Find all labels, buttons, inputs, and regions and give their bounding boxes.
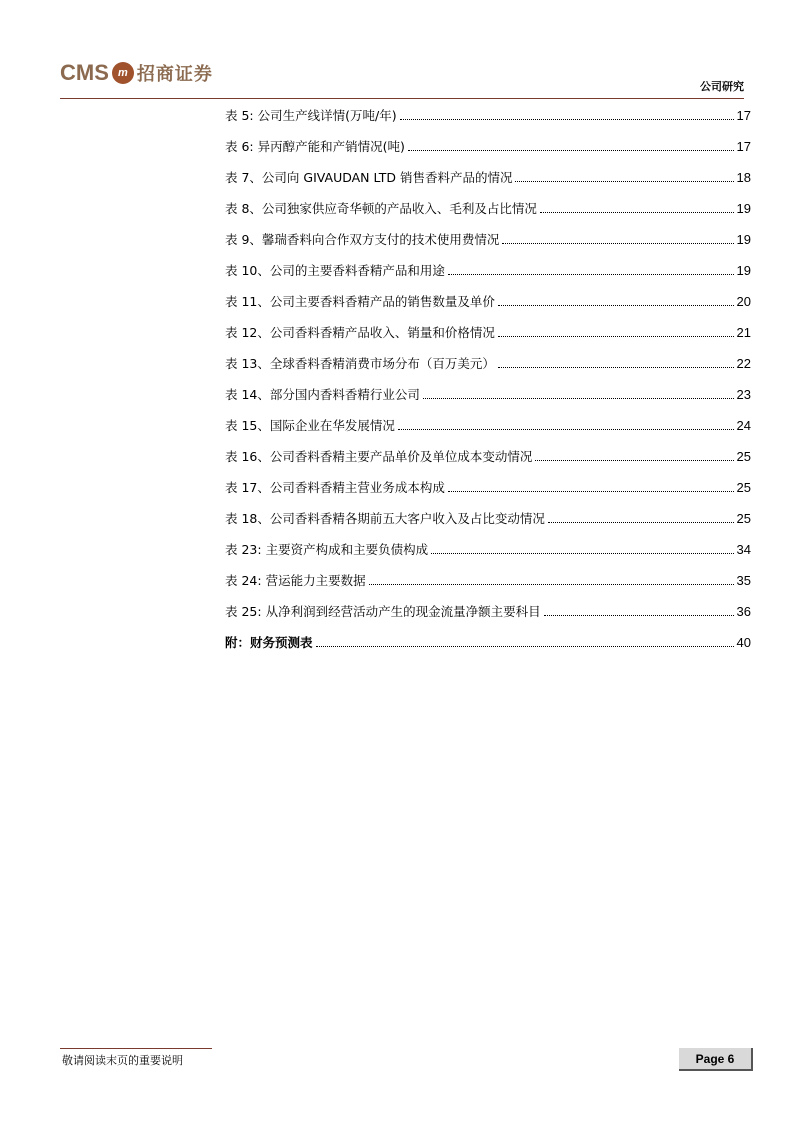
toc-entry-label: 附：财务预测表 xyxy=(225,635,313,650)
toc-entry-page: 35 xyxy=(736,573,751,588)
toc-leader-dots xyxy=(316,645,734,647)
toc-entry[interactable] xyxy=(225,603,751,634)
toc-entry-label: 表 9、馨瑞香料向合作双方支付的技术使用费情况 xyxy=(225,232,500,247)
toc-entry-page: 22 xyxy=(736,356,751,371)
toc-entry-label: 表 24: 营运能力主要数据 xyxy=(225,573,366,588)
toc-leader-dots xyxy=(498,335,734,337)
toc-leader-dots xyxy=(540,211,734,213)
toc-leader-dots xyxy=(369,583,734,585)
toc-entry-label: 表 10、公司的主要香料香精产品和用途 xyxy=(225,263,445,278)
toc-entry-label: 表 12、公司香料香精产品收入、销量和价格情况 xyxy=(225,325,495,340)
toc-entry[interactable] xyxy=(225,231,751,262)
toc-entry-page: 34 xyxy=(736,542,751,557)
toc-entry-label: 表 13、全球香料香精消费市场分布（百万美元） xyxy=(225,356,495,371)
toc-leader-dots xyxy=(423,397,734,399)
toc-entry-label: 表 14、部分国内香料香精行业公司 xyxy=(225,387,420,402)
header-divider xyxy=(60,98,744,99)
toc-leader-dots xyxy=(535,459,733,461)
toc-entry-label: 表 5: 公司生产线详情(万吨/年) xyxy=(225,108,397,123)
toc-entry-page: 17 xyxy=(736,139,751,154)
toc-leader-dots xyxy=(448,490,734,492)
toc-entry[interactable] xyxy=(225,355,751,386)
footer-divider xyxy=(60,1048,212,1049)
section-label: 公司研究 xyxy=(700,80,744,93)
table-of-contents xyxy=(225,107,751,665)
toc-leader-dots xyxy=(398,428,734,430)
toc-entry-page: 36 xyxy=(736,604,751,619)
toc-leader-dots xyxy=(548,521,734,523)
toc-entry[interactable] xyxy=(225,200,751,231)
toc-entry[interactable] xyxy=(225,262,751,293)
toc-entry[interactable] xyxy=(225,169,751,200)
toc-leader-dots xyxy=(498,304,734,306)
toc-entry-page: 23 xyxy=(736,387,751,402)
toc-entry-page: 19 xyxy=(736,201,751,216)
toc-leader-dots xyxy=(544,614,734,616)
logo-latin: CMS xyxy=(60,60,109,85)
toc-entry-label: 表 7、公司向 GIVAUDAN LTD 销售香料产品的情况 xyxy=(225,170,513,185)
logo-seal-icon: m xyxy=(112,62,134,84)
toc-entry[interactable] xyxy=(225,634,751,665)
toc-leader-dots xyxy=(431,552,733,554)
toc-entry[interactable] xyxy=(225,572,751,603)
logo-chinese: 招商证券 xyxy=(136,64,213,85)
toc-entry[interactable] xyxy=(225,386,751,417)
toc-entry[interactable] xyxy=(225,107,751,138)
company-logo xyxy=(60,60,213,86)
toc-entry[interactable] xyxy=(225,479,751,510)
toc-entry[interactable] xyxy=(225,293,751,324)
toc-leader-dots xyxy=(408,149,734,151)
toc-entry-page: 19 xyxy=(736,232,751,247)
toc-entry-page: 18 xyxy=(736,170,751,185)
toc-entry[interactable] xyxy=(225,510,751,541)
toc-entry-label: 表 17、公司香料香精主营业务成本构成 xyxy=(225,480,445,495)
toc-entry-page: 24 xyxy=(736,418,751,433)
page-number-badge: Page 6 xyxy=(679,1048,753,1071)
toc-leader-dots xyxy=(515,180,733,182)
toc-leader-dots xyxy=(498,366,734,368)
toc-entry-label: 表 8、公司独家供应奇华顿的产品收入、毛利及占比情况 xyxy=(225,201,537,216)
toc-entry-page: 25 xyxy=(736,449,751,464)
toc-entry[interactable] xyxy=(225,324,751,355)
toc-entry[interactable] xyxy=(225,541,751,572)
toc-entry[interactable] xyxy=(225,138,751,169)
toc-entry-page: 17 xyxy=(736,108,751,123)
toc-entry-page: 20 xyxy=(736,294,751,309)
toc-leader-dots xyxy=(400,118,734,120)
toc-entry-label: 表 25: 从净利润到经营活动产生的现金流量净额主要科目 xyxy=(225,604,541,619)
toc-leader-dots xyxy=(502,242,733,244)
toc-entry[interactable] xyxy=(225,417,751,448)
toc-leader-dots xyxy=(448,273,734,275)
toc-entry-label: 表 23: 主要资产构成和主要负债构成 xyxy=(225,542,429,557)
toc-entry-page: 40 xyxy=(736,635,751,650)
toc-entry-label: 表 6: 异丙醇产能和产销情况(吨) xyxy=(225,139,405,154)
toc-entry-page: 21 xyxy=(736,325,751,340)
toc-entry-label: 表 18、公司香料香精各期前五大客户收入及占比变动情况 xyxy=(225,511,545,526)
toc-entry-label: 表 15、国际企业在华发展情况 xyxy=(225,418,395,433)
toc-entry-page: 25 xyxy=(736,511,751,526)
footer-disclaimer: 敬请阅读末页的重要说明 xyxy=(62,1054,183,1067)
toc-entry-label: 表 16、公司香料香精主要产品单价及单位成本变动情况 xyxy=(225,449,533,464)
toc-entry-label: 表 11、公司主要香料香精产品的销售数量及单价 xyxy=(225,294,495,309)
toc-entry-page: 19 xyxy=(736,263,751,278)
toc-entry-page: 25 xyxy=(736,480,751,495)
toc-entry[interactable] xyxy=(225,448,751,479)
